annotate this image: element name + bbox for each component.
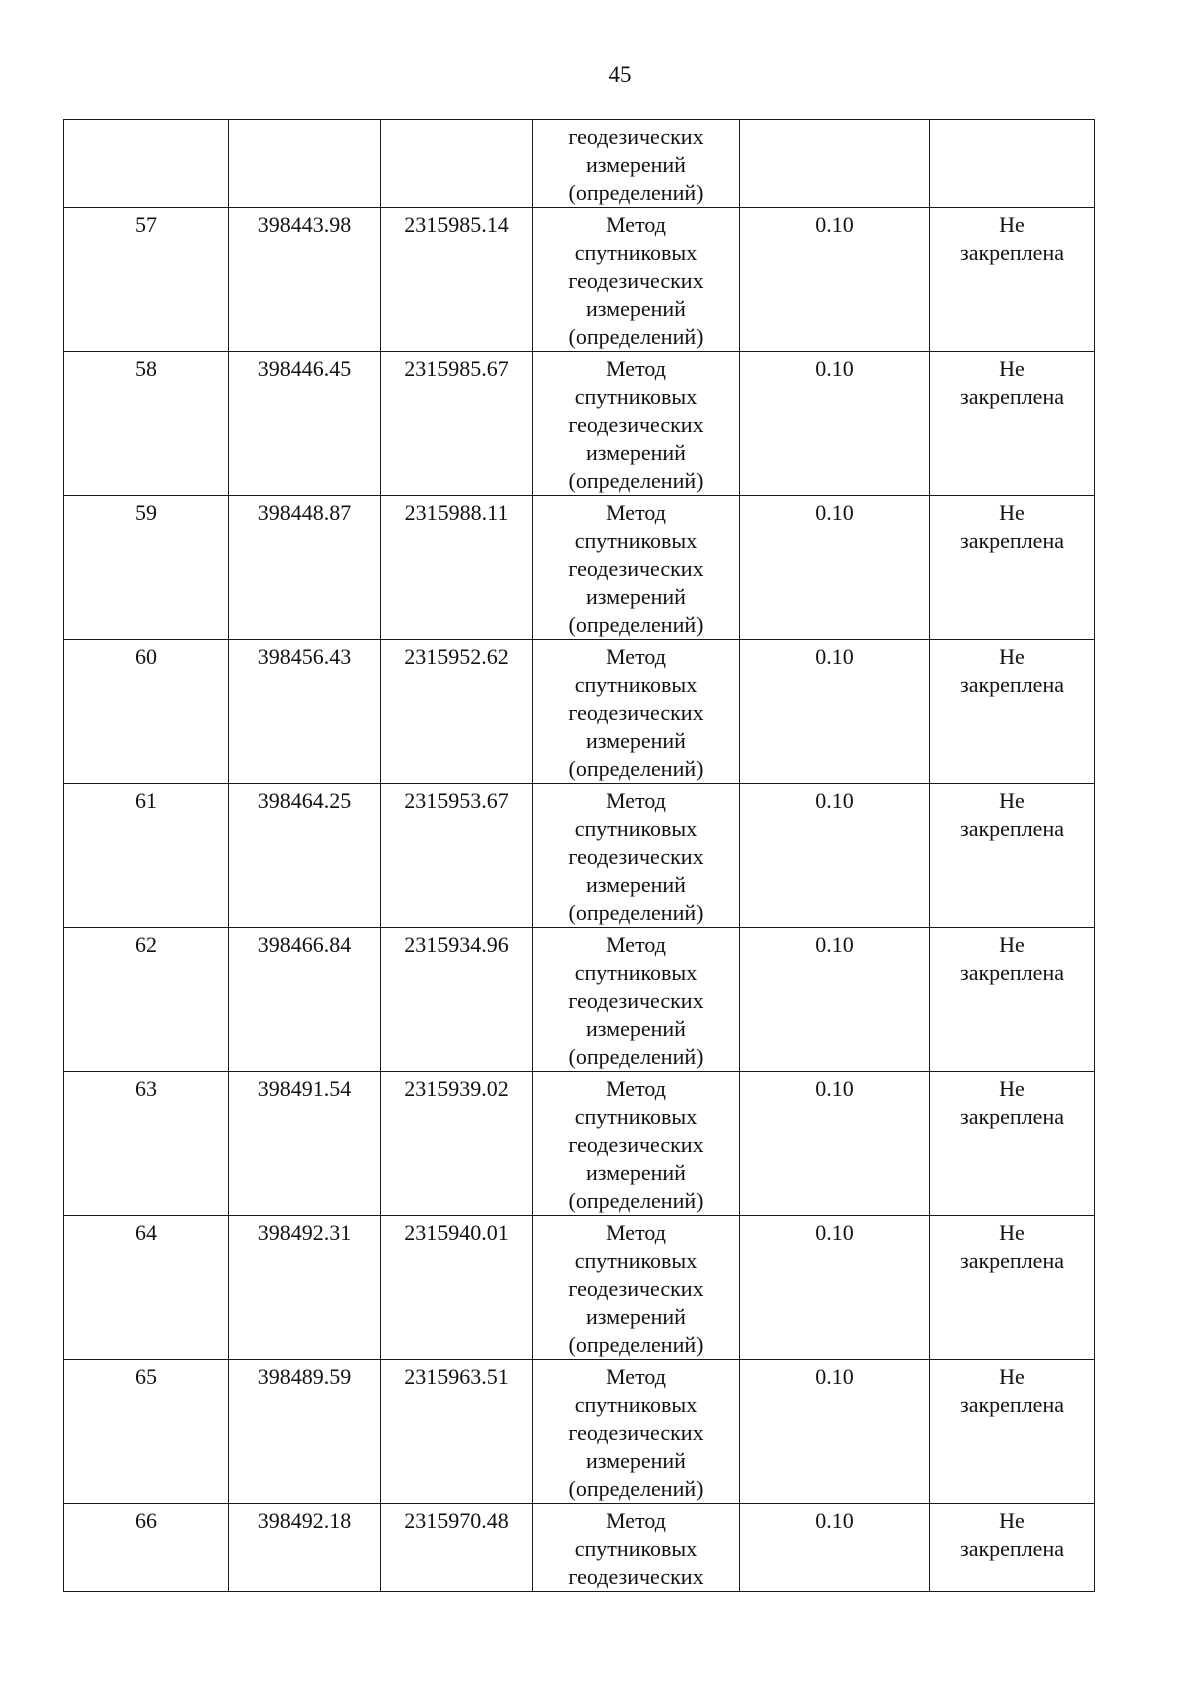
table-row xyxy=(64,784,1095,928)
fixation-line: Не xyxy=(999,788,1025,813)
cell-y: 2315985.14 xyxy=(381,208,533,352)
cell-fixation xyxy=(930,1504,1095,1592)
cell-accuracy: 0.10 xyxy=(740,496,930,640)
cell-method xyxy=(533,496,740,640)
cell-fixation xyxy=(930,1216,1095,1360)
fixation-line: закреплена xyxy=(960,1104,1064,1129)
cell-num: 61 xyxy=(64,784,229,928)
method-line: измерений xyxy=(586,1304,686,1329)
cell-accuracy: 0.10 xyxy=(740,352,930,496)
cell-method xyxy=(533,784,740,928)
method-line: геодезических xyxy=(568,844,704,869)
method-line: геодезических xyxy=(568,412,704,437)
cell-fixation xyxy=(930,352,1095,496)
table-row xyxy=(64,1360,1095,1504)
method-line: измерений xyxy=(586,440,686,465)
cell-x: 398448.87 xyxy=(229,496,381,640)
method-line: (определений) xyxy=(568,468,704,493)
method-line: спутниковых xyxy=(574,1248,698,1273)
method-line: Метод xyxy=(606,932,666,957)
method-line: геодезических xyxy=(568,988,704,1013)
method-line: измерений xyxy=(586,584,686,609)
cell-y: 2315939.02 xyxy=(381,1072,533,1216)
table-row xyxy=(64,496,1095,640)
method-line: (определений) xyxy=(568,1044,704,1069)
cell-method xyxy=(533,120,740,208)
table-body xyxy=(64,120,1095,1592)
cell-num: 58 xyxy=(64,352,229,496)
cell-num: 62 xyxy=(64,928,229,1072)
method-line: спутниковых xyxy=(574,1392,698,1417)
cell-x: 398492.31 xyxy=(229,1216,381,1360)
fixation-line: закреплена xyxy=(960,1536,1064,1561)
method-line: спутниковых xyxy=(574,672,698,697)
method-line: измерений xyxy=(586,1160,686,1185)
fixation-line: Не xyxy=(999,212,1025,237)
cell-x: 398464.25 xyxy=(229,784,381,928)
table-row xyxy=(64,640,1095,784)
table-row xyxy=(64,1504,1095,1592)
method-line: геодезических xyxy=(568,700,704,725)
method-line: измерений xyxy=(586,152,686,177)
cell-method xyxy=(533,928,740,1072)
method-line: измерений xyxy=(586,1016,686,1041)
cell-num xyxy=(64,120,229,208)
fixation-line: закреплена xyxy=(960,528,1064,553)
method-line: геодезических xyxy=(568,268,704,293)
table-row xyxy=(64,1072,1095,1216)
method-line: измерений xyxy=(586,1448,686,1473)
cell-x: 398443.98 xyxy=(229,208,381,352)
cell-num: 59 xyxy=(64,496,229,640)
table-row xyxy=(64,208,1095,352)
fixation-line: Не xyxy=(999,500,1025,525)
method-line: Метод xyxy=(606,1220,666,1245)
fixation-line: закреплена xyxy=(960,240,1064,265)
method-line: Метод xyxy=(606,356,666,381)
method-line: (определений) xyxy=(568,612,704,637)
fixation-line: закреплена xyxy=(960,816,1064,841)
method-line: спутниковых xyxy=(574,1536,698,1561)
fixation-line: Не xyxy=(999,1364,1025,1389)
cell-y xyxy=(381,120,533,208)
cell-x: 398466.84 xyxy=(229,928,381,1072)
method-line: геодезических xyxy=(568,1564,704,1589)
cell-num: 57 xyxy=(64,208,229,352)
cell-accuracy: 0.10 xyxy=(740,1072,930,1216)
cell-num: 60 xyxy=(64,640,229,784)
fixation-line: Не xyxy=(999,932,1025,957)
method-line: Метод xyxy=(606,1508,666,1533)
cell-x: 398491.54 xyxy=(229,1072,381,1216)
cell-fixation xyxy=(930,640,1095,784)
cell-fixation xyxy=(930,496,1095,640)
method-line: (определений) xyxy=(568,756,704,781)
cell-method xyxy=(533,352,740,496)
cell-x: 398456.43 xyxy=(229,640,381,784)
cell-x: 398446.45 xyxy=(229,352,381,496)
cell-num: 66 xyxy=(64,1504,229,1592)
cell-y: 2315970.48 xyxy=(381,1504,533,1592)
method-line: измерений xyxy=(586,296,686,321)
fixation-line: закреплена xyxy=(960,384,1064,409)
fixation-line: Не xyxy=(999,1076,1025,1101)
cell-num: 63 xyxy=(64,1072,229,1216)
fixation-line: Не xyxy=(999,1508,1025,1533)
method-line: Метод xyxy=(606,1076,666,1101)
table-row xyxy=(64,928,1095,1072)
page-number: 45 xyxy=(608,62,632,87)
cell-x: 398489.59 xyxy=(229,1360,381,1504)
fixation-line: закреплена xyxy=(960,672,1064,697)
cell-method xyxy=(533,640,740,784)
cell-method xyxy=(533,208,740,352)
cell-num: 64 xyxy=(64,1216,229,1360)
method-line: Метод xyxy=(606,212,666,237)
fixation-line: закреплена xyxy=(960,960,1064,985)
cell-num: 65 xyxy=(64,1360,229,1504)
method-line: спутниковых xyxy=(574,960,698,985)
cell-y: 2315963.51 xyxy=(381,1360,533,1504)
cell-y: 2315952.62 xyxy=(381,640,533,784)
cell-accuracy: 0.10 xyxy=(740,1360,930,1504)
method-line: (определений) xyxy=(568,900,704,925)
cell-x xyxy=(229,120,381,208)
fixation-line: Не xyxy=(999,644,1025,669)
method-line: Метод xyxy=(606,500,666,525)
method-line: геодезических xyxy=(568,124,704,149)
cell-method xyxy=(533,1216,740,1360)
cell-accuracy: 0.10 xyxy=(740,784,930,928)
cell-accuracy: 0.10 xyxy=(740,1216,930,1360)
cell-accuracy xyxy=(740,120,930,208)
cell-fixation xyxy=(930,1360,1095,1504)
fixation-line: Не xyxy=(999,1220,1025,1245)
method-line: измерений xyxy=(586,872,686,897)
cell-y: 2315940.01 xyxy=(381,1216,533,1360)
method-line: спутниковых xyxy=(574,528,698,553)
cell-accuracy: 0.10 xyxy=(740,640,930,784)
method-line: (определений) xyxy=(568,1332,704,1357)
cell-x: 398492.18 xyxy=(229,1504,381,1592)
method-line: спутниковых xyxy=(574,816,698,841)
cell-y: 2315934.96 xyxy=(381,928,533,1072)
table-row-continuation xyxy=(64,120,1095,208)
cell-fixation xyxy=(930,208,1095,352)
method-line: спутниковых xyxy=(574,384,698,409)
cell-method xyxy=(533,1072,740,1216)
cell-fixation xyxy=(930,120,1095,208)
method-line: спутниковых xyxy=(574,240,698,265)
cell-method xyxy=(533,1360,740,1504)
method-line: (определений) xyxy=(568,324,704,349)
fixation-line: закреплена xyxy=(960,1248,1064,1273)
method-line: спутниковых xyxy=(574,1104,698,1129)
method-line: (определений) xyxy=(568,1188,704,1213)
method-line: Метод xyxy=(606,788,666,813)
method-line: геодезических xyxy=(568,1420,704,1445)
fixation-line: Не xyxy=(999,356,1025,381)
cell-y: 2315988.11 xyxy=(381,496,533,640)
cell-y: 2315985.67 xyxy=(381,352,533,496)
cell-accuracy: 0.10 xyxy=(740,1504,930,1592)
method-line: измерений xyxy=(586,728,686,753)
fixation-line: закреплена xyxy=(960,1392,1064,1417)
table-row xyxy=(64,1216,1095,1360)
method-line: Метод xyxy=(606,644,666,669)
method-line: Метод xyxy=(606,1364,666,1389)
cell-fixation xyxy=(930,1072,1095,1216)
method-line: (определений) xyxy=(568,180,704,205)
coordinates-table xyxy=(63,119,1095,1592)
method-line: геодезических xyxy=(568,556,704,581)
cell-y: 2315953.67 xyxy=(381,784,533,928)
table-row xyxy=(64,352,1095,496)
cell-fixation xyxy=(930,784,1095,928)
method-line: геодезических xyxy=(568,1276,704,1301)
cell-method xyxy=(533,1504,740,1592)
cell-accuracy: 0.10 xyxy=(740,208,930,352)
cell-fixation xyxy=(930,928,1095,1072)
method-line: геодезических xyxy=(568,1132,704,1157)
cell-accuracy: 0.10 xyxy=(740,928,930,1072)
method-line: (определений) xyxy=(568,1476,704,1501)
